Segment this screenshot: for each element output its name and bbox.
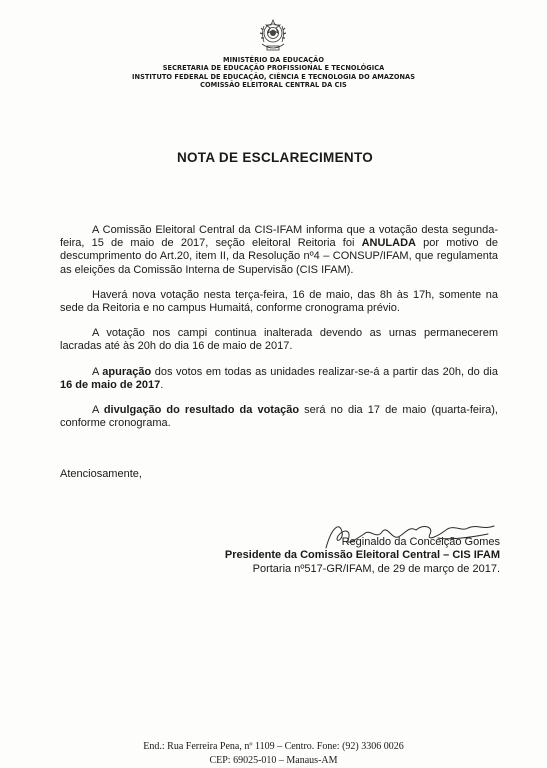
paragraph-4-text-e: . [160, 378, 164, 391]
paragraph-4-emphasis-2: 16 de maio de 2017 [60, 378, 161, 391]
paragraph-3: A votação nos campi continua inalterada devendo as urnas permanecerem lacradas até às 20h do dia 16 de maio de 2017. [60, 327, 498, 353]
header-secretariat: SECRETARIA DE EDUCAÇÃO PROFISSIONAL E TECNOLÓGICA [162, 64, 385, 73]
closing-salutation: Atenciosamente, [60, 468, 142, 480]
paragraph-1-emphasis: ANULADA [361, 237, 416, 250]
signature-block [170, 536, 500, 576]
paragraph-5-text-a: A [92, 404, 104, 417]
paragraph-2: Haverá nova votação nesta terça-feira, 16 de maio, das 8h às 17h, somente na sede da Reitoria e no campus Humaitá, conforme cronograma prévio. [60, 288, 498, 315]
header-ministry: MINISTÉRIO DA EDUCAÇÃO [223, 56, 324, 64]
paragraph-1-text-a: A Comissão Eleitoral Central da CIS-IFAM informa que a votação desta segunda-feira, 15 de maio de 2017, seção eleitoral Reitoria foi [60, 224, 498, 250]
footer-cep: CEP: 69025-010 – Manaus-AM [209, 754, 338, 766]
document-title: NOTA DE ESCLARECIMENTO [176, 150, 374, 165]
paragraph-5-text-c: será no dia 17 de maio (quarta-feira), conforme cronograma. [60, 404, 498, 430]
header-commission: COMISSÃO ELEITORAL CENTRAL DA CIS [200, 80, 347, 89]
paragraph-4-text-a: A [92, 365, 103, 378]
paragraph-5-emphasis: divulgação do resultado da votação [103, 404, 300, 417]
footer-address: End.: Rua Ferreira Pena, nº 1109 – Centro. Fone: (92) 3306 0026 [143, 741, 404, 752]
paragraph-1 [60, 224, 498, 277]
coat-of-arms-icon [258, 18, 288, 54]
signatory-ordinance: Portaria nº517-GR/IFAM, de 29 de março de 2017. [252, 562, 500, 575]
document-body [60, 224, 498, 442]
signatory-name: Reginaldo da Conceição Gomes [341, 536, 500, 548]
paragraph-5 [60, 404, 498, 430]
header-institute: INSTITUTO FEDERAL DE EDUCAÇÃO, CIÊNCIA E TECNOLOGIA DO AMAZONAS [132, 72, 415, 81]
paragraph-4-emphasis-1: apuração [102, 365, 152, 378]
page-footer [100, 740, 447, 767]
paragraph-4-text-c: dos votos em todas as unidades realizar-se-á a partir das 20h, do dia [151, 365, 498, 378]
letterhead [100, 56, 447, 89]
paragraph-4 [60, 366, 498, 392]
paragraph-1-text-c: por motivo de descumprimento do Art.20, item II, da Resolução nº4 – CONSUP/IFAM, que regulamenta as eleições da Comissão Interna de Supervisão (CIS IFAM). [60, 237, 498, 276]
signatory-role: Presidente da Comissão Eleitoral Central – CIS IFAM [224, 549, 500, 562]
